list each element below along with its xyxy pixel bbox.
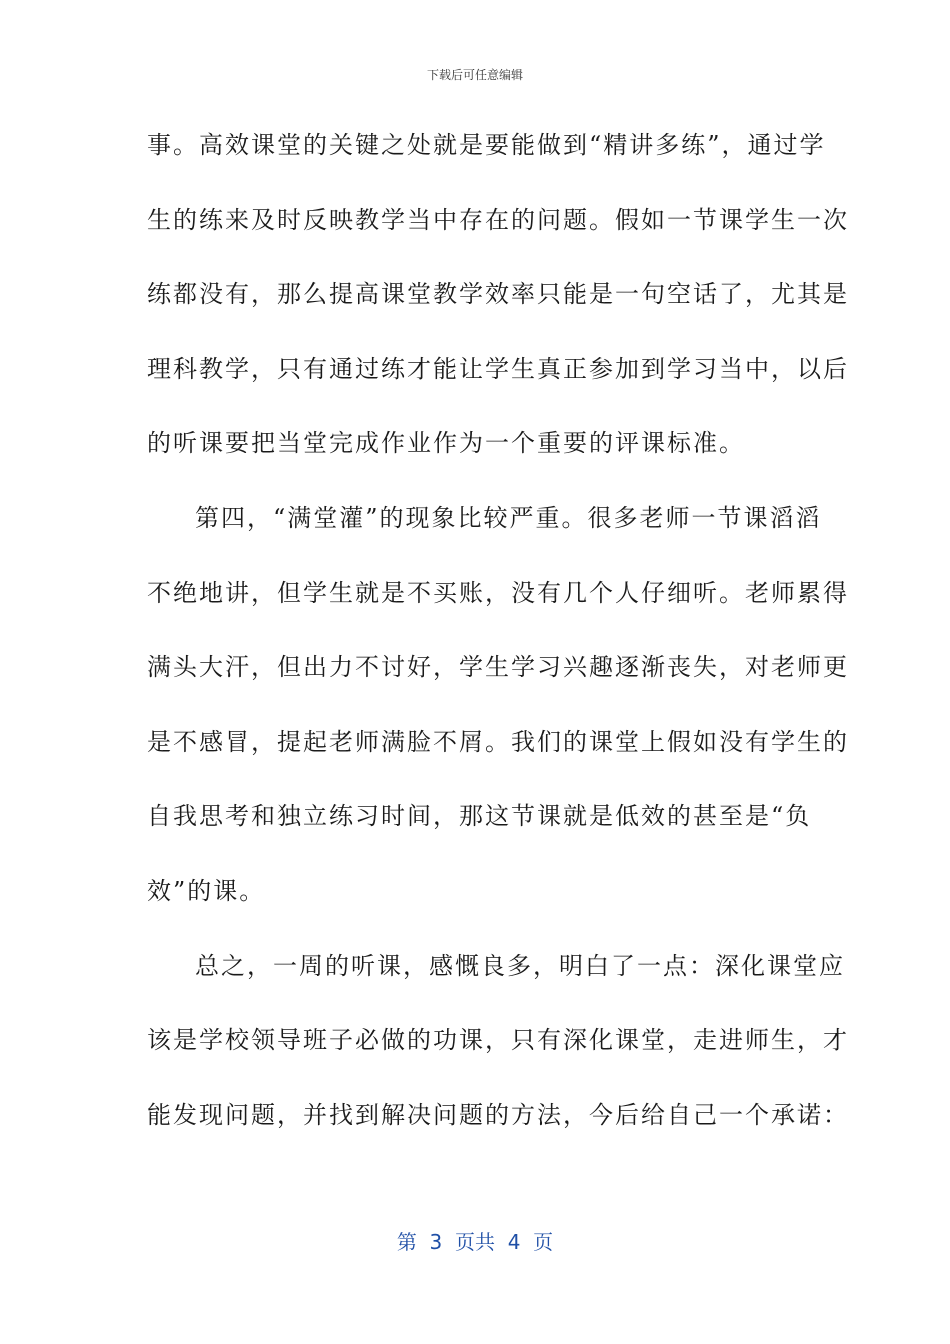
- text-line: 满头大汗，但出力不讨好，学生学习兴趣逐渐丧失，对老师更: [147, 653, 849, 682]
- text-line: 能发现问题，并找到解决问题的方法，今后给自己一个承诺：: [147, 1100, 849, 1129]
- text-line: 事。高效课堂的关键之处就是要能做到“精讲多练”，通过学: [147, 131, 826, 159]
- text-line: 自我思考和独立练习时间，那这节课就是低效的甚至是“负: [147, 802, 812, 831]
- page-number-footer: 第 3 页共 4 页: [396, 1230, 554, 1254]
- text-line: 效”的课。: [147, 877, 266, 905]
- page-header: 下载后可任意编辑: [426, 68, 523, 82]
- text-line: 练都没有，那么提高课堂教学效率只能是一句空话了，尤其是: [147, 280, 849, 309]
- text-line: 生的练来及时反映教学当中存在的问题。假如一节课学生一次: [147, 205, 849, 234]
- text-line: 是不感冒，提起老师满脸不屑。我们的课堂上假如没有学生的: [147, 727, 849, 756]
- text-line: 总之，一周的听课，感慨良多，明白了一点：深化课堂应: [195, 951, 845, 980]
- text-line: 不绝地讲，但学生就是不买账，没有几个人仔细听。老师累得: [147, 578, 849, 607]
- text-line: 第四，“满堂灌”的现象比较严重。很多老师一节课滔滔: [195, 504, 822, 532]
- text-line: 理科教学，只有通过练才能让学生真正参加到学习当中，以后: [147, 354, 849, 383]
- text-line: 的听课要把当堂完成作业作为一个重要的评课标准。: [147, 429, 745, 458]
- text-line: 该是学校领导班子必做的功课，只有深化课堂，走进师生，才: [147, 1026, 849, 1055]
